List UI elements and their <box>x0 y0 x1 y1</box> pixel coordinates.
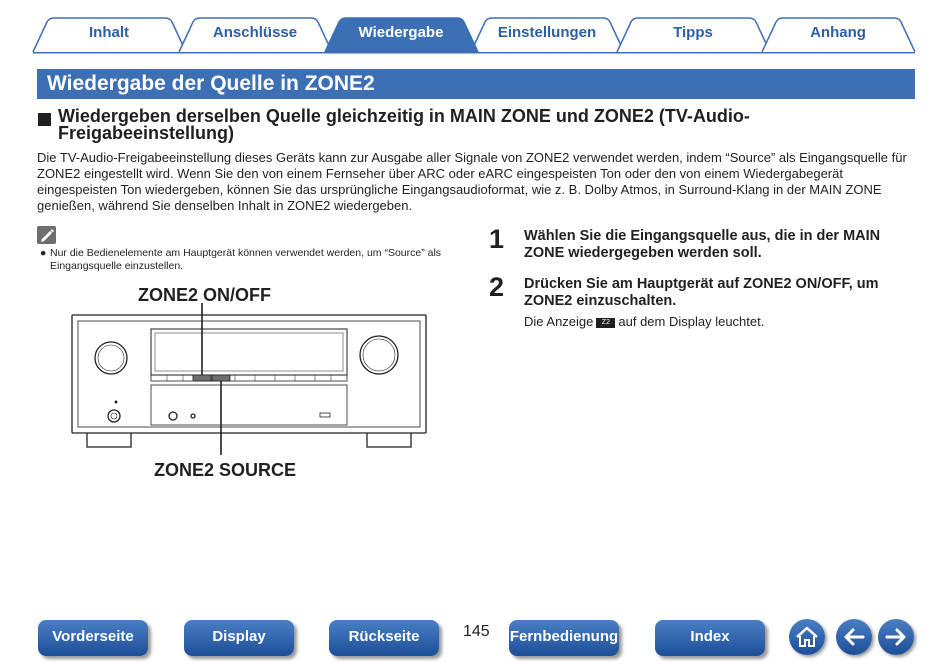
nav-index-button[interactable]: Index <box>655 620 765 656</box>
step-1-text: Wählen Sie die Eingangsquelle aus, die in der MAIN ZONE wiedergegeben werden soll. <box>524 228 881 261</box>
tab-tipps[interactable]: Tipps <box>673 24 713 41</box>
arrow-right-icon <box>878 619 914 655</box>
tab-bar <box>33 17 915 54</box>
section-title: Wiedergeben derselben Quelle gleichzeitig in MAIN ZONE und ZONE2 (TV-Audio-Freigabeeinstellung) <box>58 106 750 143</box>
nav-remote-button[interactable]: Fernbedienung <box>509 620 619 656</box>
step-1-number: 1 <box>489 224 505 254</box>
label-zone2-source: ZONE2 SOURCE <box>154 460 297 480</box>
step-2-sub-after: auf dem Display leuchtet. <box>618 314 765 329</box>
nav-rear-button[interactable]: Rückseite <box>329 620 439 656</box>
z2-indicator-icon: Z2 <box>596 318 615 328</box>
note-bullet: ● <box>40 247 47 259</box>
forward-button[interactable] <box>878 619 914 655</box>
tab-einstellungen[interactable]: Einstellungen <box>497 24 597 41</box>
back-button[interactable] <box>836 619 872 655</box>
receiver-front-panel-drawing <box>65 285 435 455</box>
tab-anschluesse[interactable]: Anschlüsse <box>212 24 298 41</box>
step-2-number: 2 <box>489 272 505 302</box>
home-icon <box>789 619 825 655</box>
intro-paragraph: Die TV-Audio-Freigabeeinstellung dieses Geräts kann zur Ausgabe aller Signale von ZONE2 verwendet werden, indem “Source” als Eingangsquelle für ZONE2 eingestellt wird. Wenn Sie den von einem Fernseher über ARC oder eARC eingespeisten Ton oder den von einem Wiedergabegerät eingespeisten Ton wiedergeben, können Sie das ursprüngliche Eingangsaudioformat, wie z. B. Dolby Atmos, in Surround-Klang in der MAIN ZONE genießen, während Sie denselben Inhalt in ZONE2 wiedergeben. <box>37 150 907 213</box>
page-number: 145 <box>463 623 490 640</box>
note <box>40 247 460 273</box>
section-square-icon <box>38 113 51 126</box>
nav-display-button[interactable]: Display <box>184 620 294 656</box>
nav-front-button[interactable]: Vorderseite <box>38 620 148 656</box>
step-2-subtext <box>524 314 764 329</box>
tab-wiedergabe[interactable]: Wiedergabe <box>358 24 444 41</box>
label-zone2-onoff: ZONE2 ON/OFF <box>138 285 272 305</box>
pencil-icon <box>37 226 56 244</box>
arrow-left-icon <box>836 619 872 655</box>
step-2-sub-before: Die Anzeige <box>524 314 594 329</box>
page-title: Wiedergabe der Quelle in ZONE2 <box>47 72 375 95</box>
home-button[interactable] <box>789 619 825 655</box>
tab-anhang[interactable]: Anhang <box>810 24 866 41</box>
note-text: Nur die Bedienelemente am Hauptgerät können verwendet werden, um “Source” als Eingangsquelle einzustellen. <box>50 247 442 272</box>
step-2-text: Drücken Sie am Hauptgerät auf ZONE2 ON/OFF, um ZONE2 einzuschalten. <box>524 276 879 309</box>
page-title-bar <box>37 69 915 99</box>
tab-inhalt[interactable]: Inhalt <box>89 24 129 41</box>
